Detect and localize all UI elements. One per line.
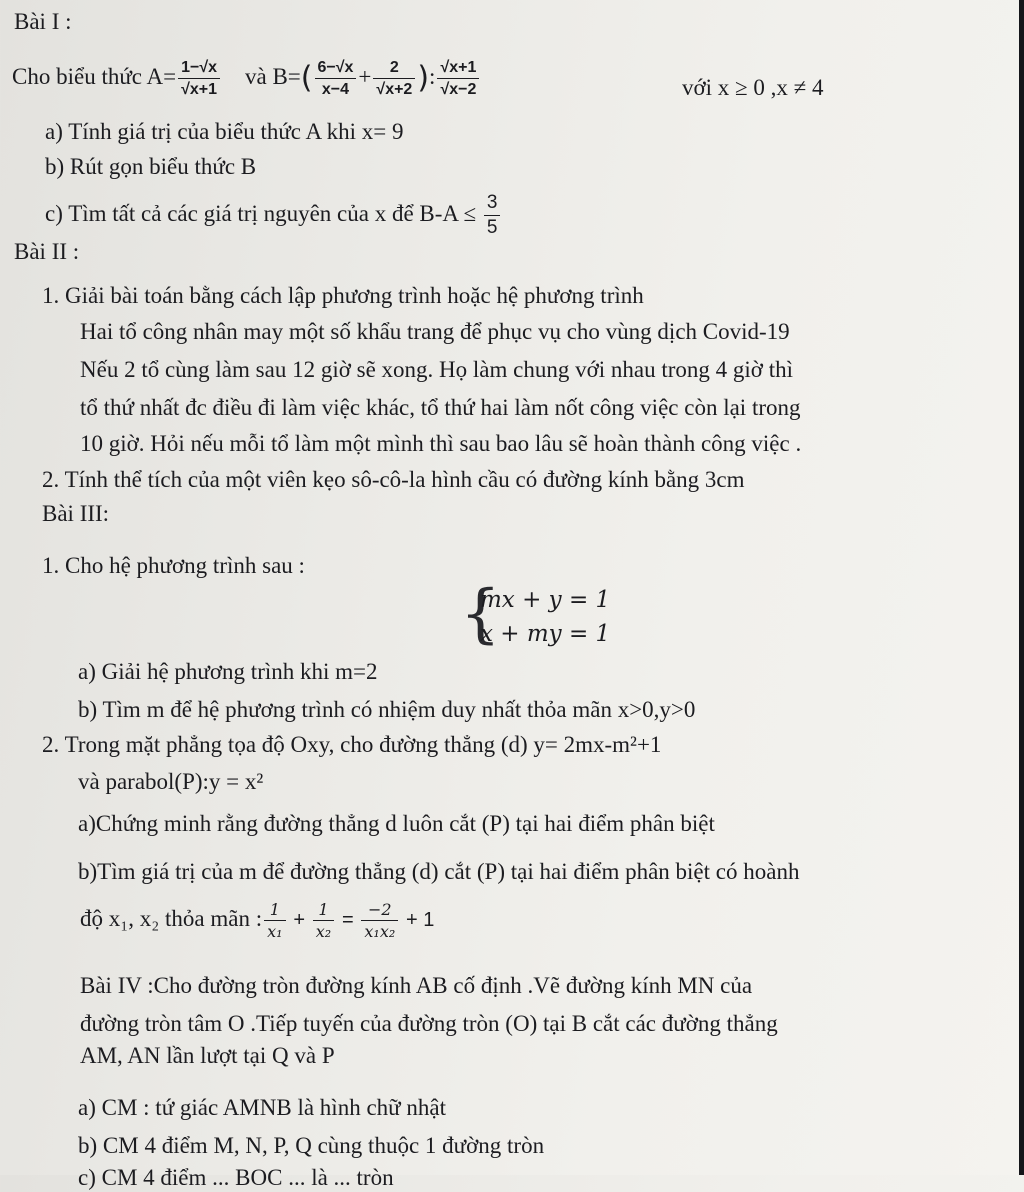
bai4-l1: Bài IV :Cho đường tròn đường kính AB cố định .Vẽ đường kính MN của — [80, 973, 753, 998]
brace-icon: { — [460, 577, 501, 651]
fraction-1-x1: $\frac{1}{\text{x₁}}$ — [264, 900, 285, 941]
bai3-parabol: và parabol(P):y = x² — [78, 769, 264, 794]
bai1-c: c) Tìm tất cả các giá trị nguyên của x để B-A ≤ $\frac{3}{5}$ — [45, 192, 502, 239]
bai4-l2: đường tròn tâm O .Tiếp tuyến của đường tròn (O) tại B cắt các đường thẳng — [80, 1011, 778, 1036]
condition: với x ≥ 0 ,x ≠ 4 — [682, 75, 824, 100]
bai4-b: b) CM 4 điểm M, N, P, Q cùng thuộc 1 đường tròn — [78, 1133, 545, 1158]
and-B-label: và B= — [245, 63, 301, 89]
fraction-neg2-x1x2: $\frac{-2}{\text{x₁x₂}}$ — [361, 900, 398, 941]
bai3-item1: 1. Cho hệ phương trình sau : — [42, 553, 305, 578]
bai2-title: Bài II : — [14, 239, 80, 264]
fraction-B3: $\frac{√x+1}{√x-2}$ — [437, 58, 479, 99]
bai4-c-cutoff: c) CM 4 điểm ... BOC ... là ... tròn — [78, 1165, 394, 1190]
bai3-a2: a)Chứng minh rằng đường thẳng d luôn cắt (P) tại hai điểm phân biệt — [78, 811, 715, 836]
bai4-l3: AM, AN lần lượt tại Q và P — [80, 1043, 335, 1068]
bai2-item2: 2. Tính thể tích của một viên kẹo sô-cô-la hình cầu có đường kính bằng 3cm — [42, 467, 745, 492]
fraction-1-x2: $\frac{1}{\text{x₂}}$ — [313, 900, 334, 941]
bai2-p3: tổ thứ nhất đc điều đi làm việc khác, tổ thứ hai làm nốt công việc còn lại trong — [80, 395, 801, 420]
bai2-p1: Hai tổ công nhân may một số khẩu trang để phục vụ cho vùng dịch Covid-19 — [80, 319, 790, 344]
photo-edge — [1019, 0, 1024, 1175]
bai3-a: a) Giải hệ phương trình khi m=2 — [78, 659, 378, 684]
bai4-a: a) CM : tứ giác AMNB là hình chữ nhật — [78, 1095, 446, 1120]
fraction-B1: $\frac{6-√x}{x-4}$ — [315, 58, 357, 99]
bai2-p4: 10 giờ. Hỏi nếu mỗi tổ làm một mình thì sau bao lâu sẽ hoàn thành công việc . — [80, 431, 802, 456]
bai3-item2: 2. Trong mặt phẳng tọa độ Oxy, cho đường thẳng (d) y= 2mx-m²+1 — [42, 732, 662, 757]
system-eq2: x + my = 1 — [480, 621, 611, 647]
bai2-p2: Nếu 2 tổ cùng làm sau 12 giờ sẽ xong. Họ làm chung với nhau trong 4 giờ thì — [80, 357, 793, 382]
bai3-title: Bài III: — [42, 501, 110, 526]
bai1-title: Bài I : — [14, 9, 72, 34]
bai3-b2-condition: độ x₁, x₂ thỏa mãn : $\frac{1}{\text{x₁}}$ + $\frac{1}{\text{x₂}}$ = $\frac{-2}{\text{x₁x₂}}$ + 1 — [80, 900, 435, 941]
bai3-b2: b)Tìm giá trị của m để đường thẳng (d) cắt (P) tại hai điểm phân biệt có hoành — [78, 859, 800, 884]
bai1-b: b) Rút gọn biểu thức B — [45, 154, 257, 179]
fraction-3-5: $\frac{3}{5}$ — [484, 192, 501, 239]
bai1-intro-formula: Cho biểu thức A= $\frac{1-√x}{√x+1}$ và B=( $\frac{6-√x}{x-4}$ + $\frac{2}{√x+2}$ ): $\frac{√x+1}{√x-2}$ — [12, 58, 481, 99]
bai2-item1: 1. Giải bài toán bằng cách lập phương trình hoặc hệ phương trình — [42, 283, 644, 308]
intro-prefix: Cho biểu thức A= — [12, 63, 177, 89]
bai3-b: b) Tìm m để hệ phương trình có nhiệm duy nhất thỏa mãn x>0,y>0 — [78, 697, 696, 722]
system-eq1: mx + y = 1 — [480, 587, 611, 613]
bai1-a: a) Tính giá trị của biểu thức A khi x= 9 — [45, 119, 404, 144]
fraction-A: $\frac{1-√x}{√x+1}$ — [178, 58, 220, 99]
fraction-B2: $\frac{2}{√x+2}$ — [373, 58, 415, 99]
